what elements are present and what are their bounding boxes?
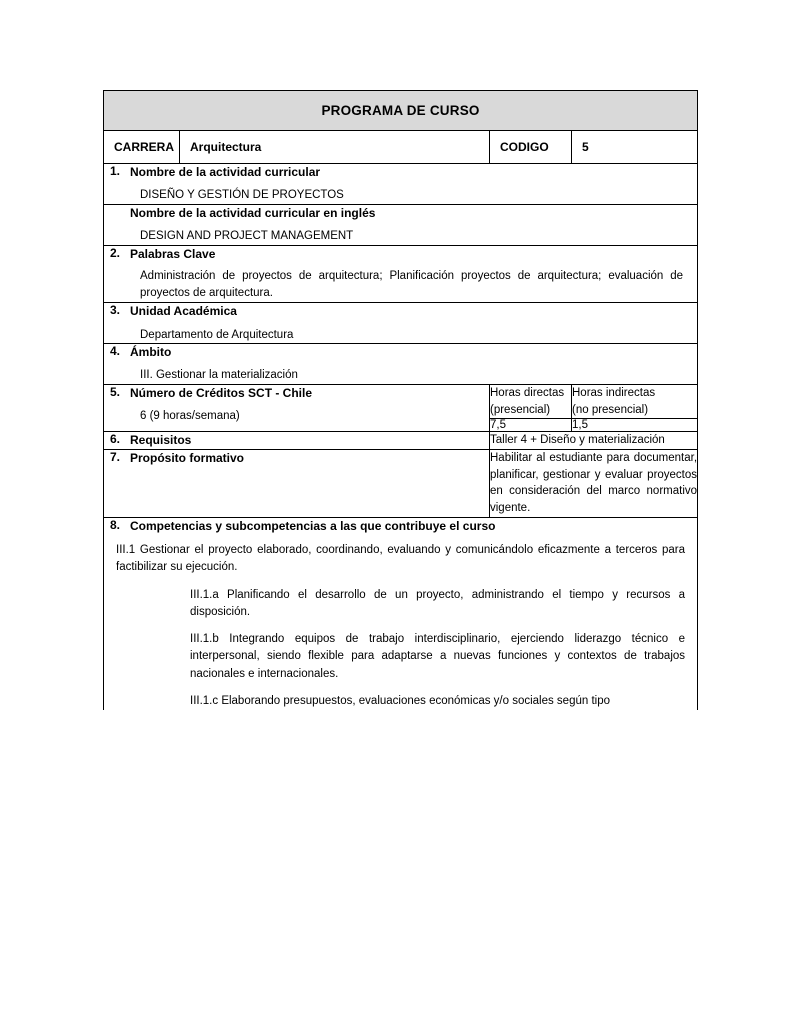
section-3-body: Departamento de Arquitectura (140, 328, 294, 341)
code-label: CODIGO (500, 140, 549, 154)
code-value: 5 (582, 140, 589, 154)
career-value: Arquitectura (190, 140, 262, 154)
table-row-title (104, 91, 698, 131)
career-label: CARRERA (114, 140, 174, 154)
competency-item-a: III.1.a Planificando el desarrollo de un proyecto, administrando el tiempo y recursos a disposición. (190, 588, 686, 618)
course-program-table (103, 90, 698, 710)
table-row-credits-header (104, 385, 698, 419)
competencies-number: 8. (109, 517, 120, 532)
table-row-section-2 (104, 245, 698, 303)
career-label-cell (104, 131, 180, 164)
section-2-heading: Palabras Clave (130, 246, 216, 261)
section-english-cell (104, 204, 698, 245)
requirements-label-cell (104, 432, 490, 450)
competencies-cell (104, 517, 698, 710)
competency-item-c: III.1.c Elaborando presupuestos, evaluaciones económicas y/o sociales según tipo (190, 694, 611, 707)
section-4-number: 4. (109, 344, 120, 359)
page-title: PROGRAMA DE CURSO (321, 103, 480, 118)
direct-hours-label-cell (490, 385, 572, 419)
direct-hours-value-cell: 7,5 (490, 419, 572, 432)
section-1-cell (104, 164, 698, 205)
requirements-value-cell: Taller 4 + Diseño y materialización (490, 432, 698, 450)
section-1-heading: Nombre de la actividad curricular (130, 165, 321, 179)
indirect-hours-value-cell: 1,5 (572, 419, 698, 432)
table-row-purpose (104, 450, 698, 518)
section-english-body: DESIGN AND PROJECT MANAGEMENT (140, 230, 354, 243)
credits-number: 5. (109, 385, 120, 400)
competencies-heading: Competencias y subcompetencias a las que contribuye el curso (130, 518, 496, 533)
purpose-label-cell (104, 450, 490, 518)
section-3-cell (104, 303, 698, 344)
section-3-heading: Unidad Académica (130, 304, 237, 319)
section-2-body: Administración de proyectos de arquitectura; Planificación proyectos de arquitectura; evaluación de proyectos de arquitectura. (140, 269, 684, 300)
title-cell (104, 91, 698, 131)
requirements-heading: Requisitos (130, 433, 192, 448)
code-value-cell (572, 131, 698, 164)
code-label-cell (490, 131, 572, 164)
table-row-section-4 (104, 344, 698, 385)
section-4-heading: Ámbito (130, 345, 172, 360)
credits-label-cell (104, 385, 490, 432)
purpose-value-cell: Habilitar al estudiante para documentar, planificar, gestionar y evaluar proyectos en consideración del marco normativo vigente. (490, 450, 698, 518)
purpose-number: 7. (109, 450, 120, 465)
direct-hours-label-line2: (presencial) (490, 403, 551, 416)
competencies-intro: III.1 Gestionar el proyecto elaborado, coordinando, evaluando y comunicándolo eficazmente a terceros para factibilizar su ejecución. (116, 544, 686, 574)
direct-hours-label-line1: Horas directas (490, 387, 565, 400)
section-english-heading: Nombre de la actividad curricular en inglés (130, 205, 376, 220)
section-4-body: III. Gestionar la materialización (140, 369, 298, 382)
table-row-career (104, 131, 698, 164)
section-1-body: DISEÑO Y GESTIÓN DE PROYECTOS (140, 189, 344, 202)
table-row-requirements (104, 432, 698, 450)
table-row-section-1 (104, 164, 698, 205)
credits-value: 6 (9 horas/semana) (140, 410, 240, 423)
section-1-number: 1. (109, 164, 120, 178)
career-value-cell (180, 131, 490, 164)
table-row-competencies (104, 517, 698, 710)
section-3-number: 3. (109, 303, 120, 318)
credits-heading: Número de Créditos SCT - Chile (130, 386, 313, 401)
indirect-hours-label-line1: Horas indirectas (572, 387, 656, 400)
section-2-cell (104, 245, 698, 303)
indirect-hours-label-line2: (no presencial) (572, 403, 649, 416)
competency-item-b: III.1.b Integrando equipos de trabajo interdisciplinario, ejerciendo liderazgo técnico e interpersonal, siendo flexible para adaptarse a nuevas funciones y contextos de trabajos nacionales e internacionales. (190, 633, 686, 680)
indirect-hours-label-cell (572, 385, 698, 419)
table-row-section-english (104, 204, 698, 245)
requirements-number: 6. (109, 432, 120, 447)
table-row-section-3 (104, 303, 698, 344)
section-2-number: 2. (109, 245, 120, 260)
purpose-heading: Propósito formativo (130, 451, 245, 466)
section-4-cell (104, 344, 698, 385)
